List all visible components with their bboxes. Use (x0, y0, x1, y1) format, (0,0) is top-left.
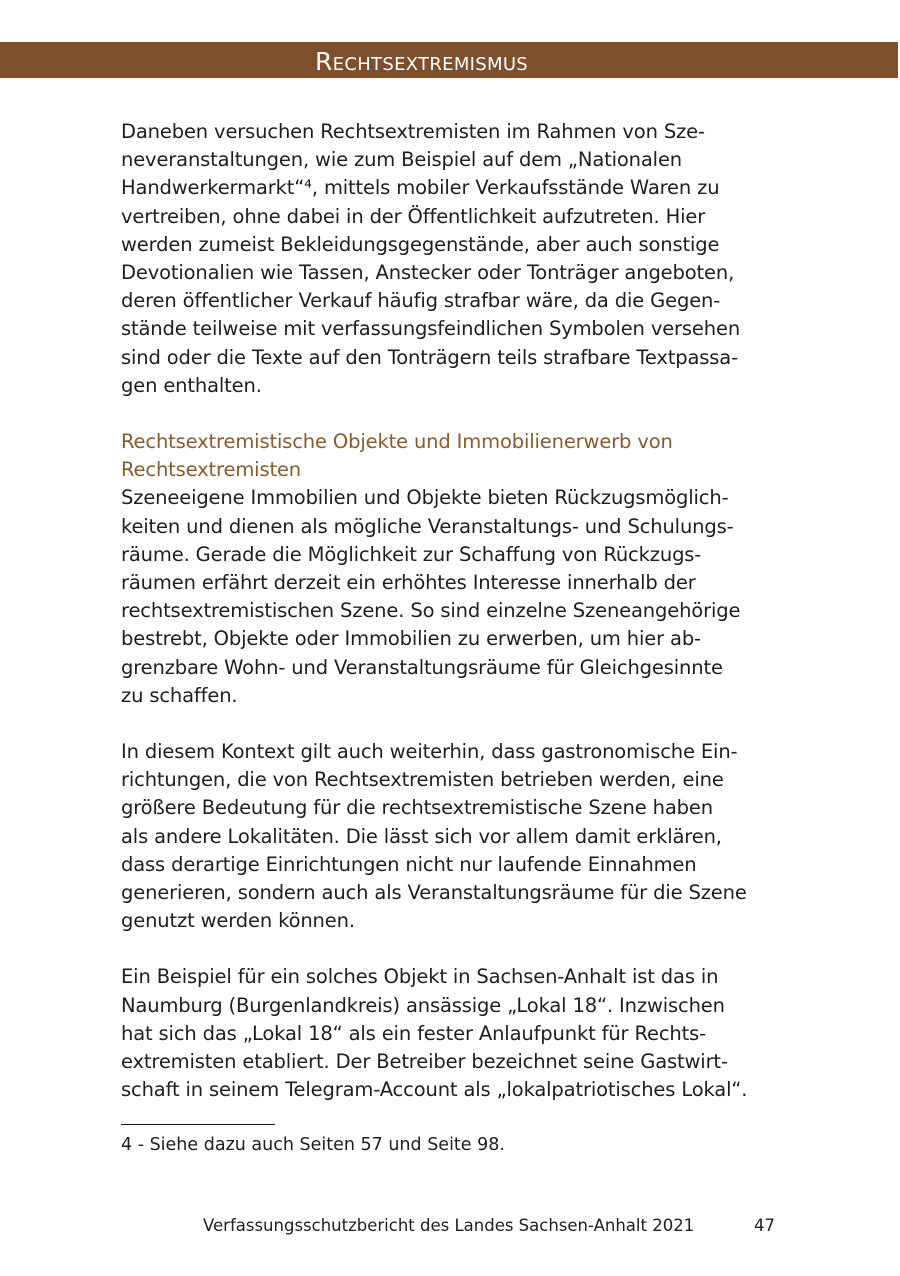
page-title: Rechtsextremismus (315, 47, 529, 76)
footnote-divider (121, 1124, 275, 1125)
paragraph-lokal-18: Ein Beispiel für ein solches Objekt in Sachsen-Anhalt ist das in Naumburg (Burgenlandkreis) ansässige „Lokal 18“. Inzwischen hat sich das „Lokal 18“ als ein fester Anlaufpunkt für Rechts- extremisten etabliert. Der Betreiber bezeichnet seine Gastwirt- schaft in seinem Telegram-Account als „lokalpatriotisches Lokal“. (121, 965, 748, 1102)
section-heading: Rechtsextremistische Objekte und Immobilienerwerb von Rechtsextremisten (121, 430, 673, 482)
paragraph-real-estate: Szeneeigene Immobilien und Objekte bieten Rückzugsmöglich- keiten und dienen als mögliche Veranstaltungs- und Schulungs- räume. Gerade die Möglichkeit zur Schaffung von Rückzugs- räumen erfährt derzeit ein erhöhtes Interesse innerhalb der rechtsextremistischen Szene. So sind einzelne Szeneangehörige bestrebt, Objekte oder Immobilien zu erwerben, um hier ab- grenzbare Wohn- und Veranstaltungsräume für Gleichgesinnte zu schaffen. (121, 486, 741, 707)
main-content (121, 118, 789, 1105)
paragraph-gastronomy: In diesem Kontext gilt auch weiterhin, dass gastronomische Ein- richtungen, die von Rechtsextremisten betrieben werden, eine größere Bedeutung für die rechtsextremistische Szene haben als andere Lokalitäten. Die lässt sich vor allem damit erklären, dass derartige Einrichtungen nicht nur laufende Einnahmen generieren, sondern auch als Veranstaltungsräume für die Szene genutzt werden können. (121, 740, 747, 933)
footer-publication-title: Verfassungsschutzbericht des Landes Sachsen-Anhalt 2021 (203, 1216, 695, 1235)
footnote: 4 - Siehe dazu auch Seiten 57 und Seite 98. (121, 1135, 505, 1155)
page-number: 47 (754, 1216, 775, 1235)
paragraph-market-stalls: Daneben versuchen Rechtsextremisten im Rahmen von Sze- neveranstaltungen, wie zum Beispiel auf dem „Nationalen Handwerkermarkt“⁴, mittels mobiler Verkaufsstände Waren zu vertreiben, ohne dabei in der Öffentlichkeit aufzutreten. Hier werden zumeist Bekleidungsgegenstände, aber auch sonstige Devotionalien wie Tassen, Anstecker oder Tonträger angeboten, deren öffentlicher Verkauf häufig strafbar wäre, da die Gegen- stände teilweise mit verfassungsfeindlichen Symbolen versehen sind oder die Texte auf den Tonträgern teils strafbare Textpassa- gen enthalten. (121, 120, 741, 397)
